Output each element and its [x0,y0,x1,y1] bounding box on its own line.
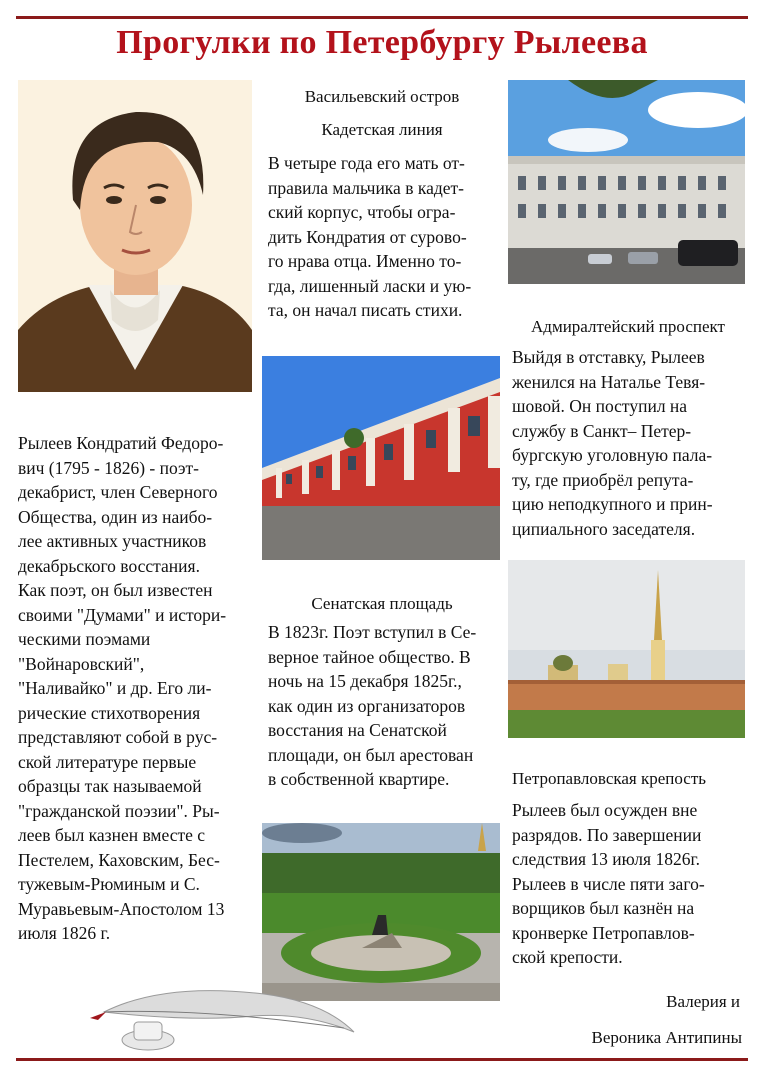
fortress-line: Рылеев был осужден вне [512,800,698,820]
page-title: Прогулки по Петербургу Рылеева [116,24,648,61]
senate-heading: Сенатская площадь [311,594,453,613]
admiralty-line: Выйдя в отставку, Рылеев [512,347,705,367]
bio-line: леев был казнен вместе с [18,825,206,845]
vasilievsky-line: ский корпус, чтобы огра- [268,202,456,222]
admiralty-heading: Адмиралтейский проспект [531,317,725,336]
bio-line: своими "Думами" и истори- [18,604,227,625]
bottom-rule [16,1058,748,1061]
vasilievsky-line: го нрава отца. Именно то- [268,251,462,271]
bio-line: "Войнаровский", [18,653,145,674]
admiralty-line: ципиального заседателя. [512,518,696,539]
admiralty-line: службу в Санкт– Петер- [512,420,692,441]
top-rule [16,16,748,19]
fortress-line: ской крепости. [512,947,623,967]
senate-line: В 1823г. Поэт вступил в Се- [268,622,477,642]
portrait-image [18,80,252,392]
vasilievsky-line: гда, лишенный ласки и ую- [268,275,472,296]
fortress-line: следствия 13 июля 1826г. [512,849,701,869]
senate-line: как один из организаторов [268,695,466,716]
author-line-1: Валерия и [666,992,740,1011]
vasilievsky-line: дить Кондратия от сурово- [268,226,467,247]
author-line-2: Вероника Антипины [591,1028,742,1047]
senate-line: верное тайное общество. В [268,646,471,667]
cadet-line-heading: Кадетская линия [321,120,443,139]
senate-line: в собственной квартире. [268,769,450,789]
bio-line: представляют собой в рус- [18,727,218,747]
bio-line: июля 1826 г. [18,923,111,943]
bio-line: ской литературе первые [18,751,197,772]
cadet-line-photo [262,356,500,560]
bio-line: вич (1795 - 1826) - поэт- [18,457,199,478]
bio-line: тужевым-Рюминым и С. [18,874,200,894]
bio-line: "Наливайко" и др. Его ли- [18,678,212,698]
bio-line: "гражданской поэзии". Ры- [18,800,220,821]
quill-inkwell-icon [84,972,364,1056]
admiralty-line: ту, где приобрёл репута- [512,469,694,490]
vasilievsky-line: та, он начал писать стихи. [268,300,463,320]
bio-line: Муравьевым-Апостолом 13 [18,898,225,919]
admiralty-text [512,345,746,541]
bio-line: Рылеев Кондратий Федоро- [18,433,224,453]
admiralty-line: женился на Наталье Тевя- [512,371,706,392]
fortress-text [512,798,746,970]
fortress-line: Рылеев в числе пяти заго- [512,873,705,894]
bio-text [18,431,252,946]
vasilievsky-text [268,151,500,323]
bio-line: рические стихотворения [18,702,201,723]
admiralty-avenue-photo [508,80,745,284]
admiralty-line: шовой. Он поступил на [512,396,688,416]
vasilievsky-line: правила мальчика в кадет- [268,177,464,198]
senate-line: ночь на 15 декабря 1825г., [268,671,462,691]
bio-line: образцы так называемой [18,776,202,796]
bio-line: ческими поэмами [18,629,151,649]
fortress-line: ворщиков был казнён на [512,898,695,918]
senate-line: восстания на Сенатской [268,720,447,740]
admiralty-line: цию неподкупного и прин- [512,494,713,514]
vasilievsky-line: В четыре года его мать от- [268,153,465,173]
bio-line: лее активных участников [18,531,207,551]
bio-line: Как поэт, он был известен [18,580,213,600]
bio-line: Общества, один из наибо- [18,506,213,527]
bio-line: декабрьского восстания. [18,555,200,576]
vasilievsky-heading: Васильевский остров [304,87,460,106]
bio-line: Пестелем, Каховским, Бес- [18,849,220,870]
bio-line: декабрист, член Северного [18,482,218,502]
senate-line: площади, он был арестован [268,744,474,765]
admiralty-line: бургскую уголовную пала- [512,445,713,465]
senate-text [268,620,500,792]
fortress-heading: Петропавловская крепость [512,769,707,788]
fortress-line: разрядов. По завершении [512,824,702,845]
fortress-line: кронверке Петропавлов- [512,922,695,943]
peter-paul-fortress-photo [508,560,745,738]
